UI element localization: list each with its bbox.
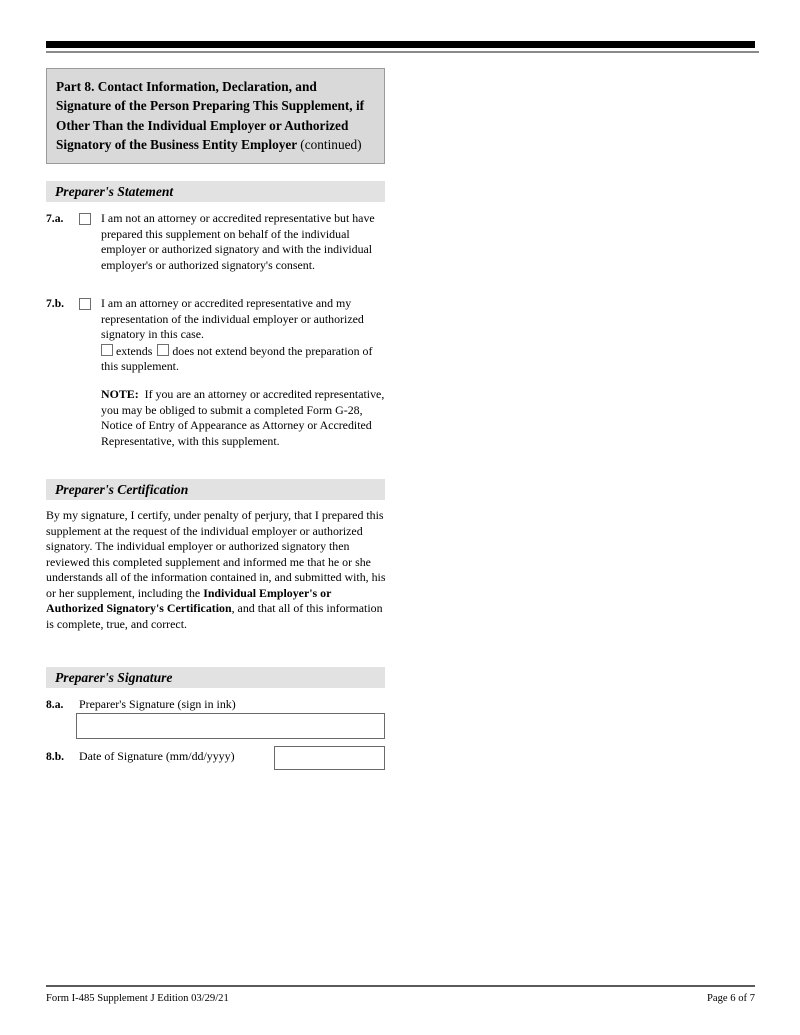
certification-paragraph-part1: By my signature, I certify, under penalty of perjury, that I prepared this supplement at the request of the individual employer or authorized signatory. The individual employer or authorized signatory then reviewed this completed supplement and informed me that he or she understands all of the information contained in, and submitted with, his or her supplement, including the <box>46 508 386 600</box>
item-7b-text-group <box>101 296 391 449</box>
checkbox-extends[interactable] <box>101 344 113 356</box>
certification-paragraph-bold: Individual Employer's or Authorized Signatory's Certification <box>46 585 332 616</box>
note-label: NOTE: <box>101 386 139 401</box>
part-title <box>56 77 375 154</box>
section-header-preparers-signature-label: Preparer's Signature <box>55 670 173 685</box>
checkbox-7b[interactable] <box>79 298 91 310</box>
option-extends-label: extends <box>116 343 153 358</box>
item-7b-note <box>101 387 391 449</box>
footer-rule <box>46 985 755 987</box>
note-text: If you are an attorney or accredited representative, you may be obliged to submit a completed Form G-28, Notice of Entry of Appearance as Attorney or Accredited Representative, with this supplement. <box>101 386 385 448</box>
header-rule-gray <box>46 51 759 53</box>
section-header-preparers-certification <box>46 479 385 500</box>
item-7a-text: I am not an attorney or accredited representative but have prepared this supplement on behalf of the individual employer or authorized signatory and with the individual employer's or authorized signatory's consent. <box>101 211 375 272</box>
footer-page-number: Page 6 of 7 <box>707 993 755 1004</box>
footer-form-info: Form I-485 Supplement J Edition 03/29/21 <box>46 993 229 1004</box>
header-rule-black <box>46 41 755 48</box>
field-8b-number: 8.b. <box>46 750 65 763</box>
field-8b-label: Date of Signature (mm/dd/yyyy) <box>79 749 235 763</box>
preparer-signature-input[interactable] <box>76 713 385 739</box>
part-title-text: Part 8. Contact Information, Declaration, and Signature of the Person Preparing This Supplement, if Other Than the Individual Employer or Authorized Signatory of the Business Entity Employer <box>56 79 365 152</box>
section-header-preparers-signature <box>46 667 385 688</box>
option-does-not-extend-label: does not extend beyond the preparation of this supplement. <box>101 343 373 374</box>
field-8a-label: Preparer's Signature (sign in ink) <box>79 697 236 711</box>
checkbox-7a[interactable] <box>79 213 91 225</box>
item-7b-number: 7.b. <box>46 297 65 310</box>
item-7b-options <box>101 344 391 375</box>
section-header-preparers-statement-label: Preparer's Statement <box>55 184 174 199</box>
item-7b-text: I am an attorney or accredited representative and my representation of the individual employer or authorized signatory in this case. <box>101 296 364 342</box>
certification-paragraph <box>46 508 386 632</box>
part-title-continued: (continued) <box>300 136 362 152</box>
field-8a-number: 8.a. <box>46 698 64 711</box>
item-7a-number: 7.a. <box>46 212 64 225</box>
date-of-signature-input[interactable] <box>274 746 385 770</box>
checkbox-does-not-extend[interactable] <box>157 344 169 356</box>
section-header-preparers-certification-label: Preparer's Certification <box>55 482 189 497</box>
certification-paragraph-part2: , and that all of this information is complete, true, and correct. <box>46 601 383 631</box>
part-header-box <box>46 68 385 164</box>
section-header-preparers-statement <box>46 181 385 202</box>
